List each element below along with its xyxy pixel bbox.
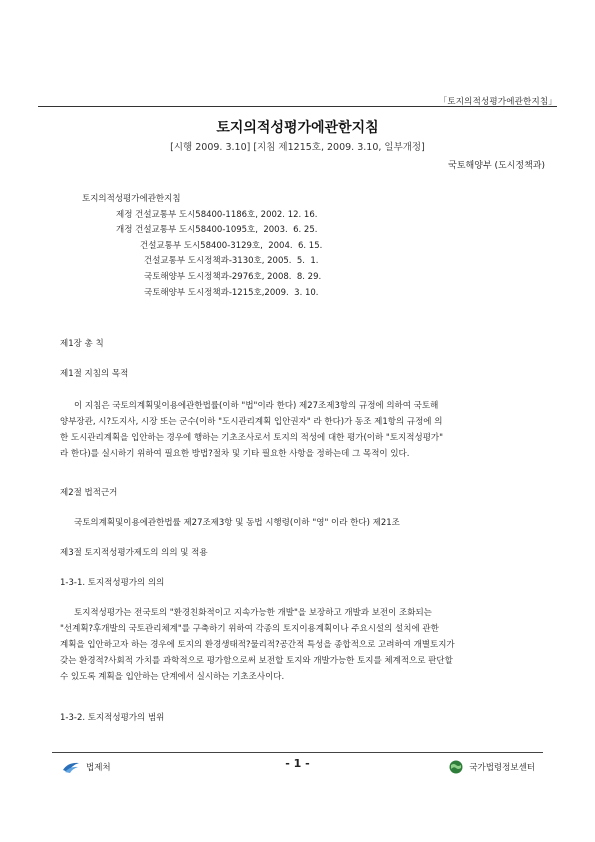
amendment-row: 국토해양부 도시정책과-2976호, 2008. 8. 29. [144,271,322,282]
paragraph-line: 한 도시관리계획을 입안하는 경우에 행하는 기초조사로서 토지의 적성에 대한 평가(이하 "토지적성평가" [60,433,444,443]
paragraph-line: 이 지침은 국토의계획및이용에관한법률(이하 "법"이라 한다) 제27조제3항의 규정에 의하여 국토해 [74,401,439,411]
paragraph-line: 토지적성평가는 전국토의 "환경친화적이고 지속가능한 개발"을 보장하고 개발과 보전이 조화되는 [74,608,432,618]
purpose-paragraph [60,398,538,462]
page-number: - 1 - [285,757,310,770]
paragraph-line: 양부장관, 시?도지사, 시장 또는 군수(이하 "도시관리계획 입안권자" 라 한다)가 동조 제1항의 규정에 의 [60,417,443,427]
amendment-row: 개정 건설교통부 도시58400-1095호, 2003. 6. 25. [116,225,318,236]
subsection-heading: 1-3-1. 토지적성평가의 의의 [60,578,165,588]
chapter-heading: 제1장 총 칙 [60,339,104,349]
footer-rule [52,752,543,753]
amendment-row: 건설교통부 도시정책과-3130호, 2005. 5. 1. [144,256,319,267]
amendment-row: 건설교통부 도시58400-3129호, 2004. 6. 15. [140,240,323,251]
amendment-row: 국토해양부 도시정책과-1215호,2009. 3. 10. [144,287,319,298]
document-title: 토지의적성평가에관한지침 [216,120,379,136]
footer-right [449,760,535,774]
footer-left-label: 법제처 [86,763,111,773]
globe-icon [449,760,463,774]
amendment-heading: 토지의적성평가에관한지침 [82,194,181,204]
subsection-heading: 1-3-2. 토지적성평가의 범위 [60,713,165,723]
footer-right-label: 국가법령정보센터 [469,763,535,773]
ministry-label: 국토해양부 (도시정책과) [448,161,545,171]
running-header: 「토지의적성평가에관한지침」 [438,97,557,107]
section-heading: 제1절 지침의 목적 [60,369,129,379]
paragraph-line: 국토의계획및이용에관한법률 제27조제3항 및 동법 시행령(이하 "영" 이라 한다) 제21조 [74,518,400,528]
paragraph-line: 계획을 입안하고자 하는 경우에 토지의 환경생태적?물리적?공간적 특성을 종합적으로 고려하여 개별토지가 [60,640,455,650]
paragraph-line: "선계획?후개발의 국토관리체계"를 구축하기 위하여 각종의 토지이용계획이나 주요시설의 설치에 관한 [60,624,439,634]
amendment-history [82,192,322,301]
paragraph-line: 갖는 환경적?사회적 가치를 과학적으로 평가함으로써 보전할 토지와 개발가능한 토지를 체계적으로 판단할 [60,656,453,666]
paragraph-line: 수 있도록 계획을 입안하는 단계에서 실시하는 기초조사이다. [60,672,285,682]
significance-paragraph [60,605,538,685]
section-heading: 제2절 법적근거 [60,488,118,498]
amendment-row: 제정 건설교통부 도시58400-1186호, 2002. 12. 16. [116,209,318,220]
paragraph-line: 라 한다)를 실시하기 위하여 필요한 방법?절차 및 기타 필요한 사항을 정하는데 그 목적이 있다. [60,449,410,459]
legal-basis-paragraph [60,515,538,531]
section-heading: 제3절 토지적성평가제도의 의의 및 적용 [60,548,208,558]
document-subtitle: [시행 2009. 3.10] [지침 제1215호, 2009. 3.10, 일부개정] [170,142,425,153]
header-rule [38,106,557,107]
